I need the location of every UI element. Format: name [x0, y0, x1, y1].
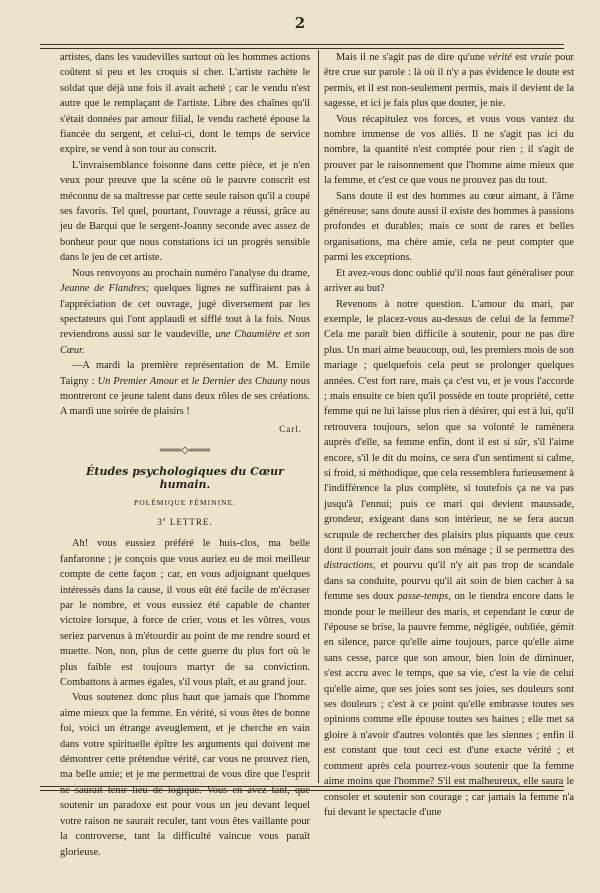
paragraph: L'invraisemblance foisonne dans cette pièce, et je n'en veux pour preuve que la scène où le pauvre conscrit est méconnu de sa maîtresse par cette seule raison qu'il a coupé ses favoris. Tel quel, pourtant, l'ouvrage a réussi, grâce au jeu de Barqui que le sergent-Joanny seconde avec assez de bonheur pour que nous constations ici un progrès sensible dans le jeu de cet artiste.: [60, 159, 310, 264]
left-column: [60, 50, 310, 860]
paragraph: Et avez-vous donc oublié qu'il nous faut généraliser pour arriver au but?: [324, 267, 574, 295]
paragraph: [60, 266, 310, 358]
section-title: Études psychologiques du Cœur humain.: [86, 464, 284, 491]
italic-title: Jeanne de Flandres;: [60, 283, 150, 295]
ordinal-suffix: e: [162, 516, 167, 523]
italic-word: vraie: [530, 52, 552, 63]
text-run: pour être crue sur parole : là où il n'y a pas évidence le doute est permis, et il est non-seulement permis, mais il devient de la sagesse, et ici je fais plus que douter, je nie.: [324, 52, 574, 110]
column-separator: [318, 50, 319, 783]
paragraph: [60, 358, 310, 420]
letter-label: LETTRE.: [166, 516, 213, 527]
bottom-double-rule: [40, 786, 564, 791]
text-run: quelques lignes ne suffiraient pas à l'appréciation de cet ouvrage, jugé diversement par les spectateurs qui l'ont applaudi et sifflé tout à la fois. Nous reviendrons aussi sur le vaudeville,: [60, 283, 310, 341]
text-run: , s'il l'aime encore, s'il le dit du moins, ce sera d'un sentiment si calme, si froid, si méthodique, que cela ressemblera furieusement à l'indifférence la plus complète, si toutefois ça ne va pas jusqu'à l'ennui; puis ce mari qui devient maussade, grondeur, exigeant dans son intérieur, ne se fera aucun scrupule de rechercher des plaisirs plus piquants que ceux dont il pourrait jouir dans son ménage ; il se permettra des: [324, 437, 574, 556]
paragraph: Vous récapitulez vos forces, et vous vous vantez du nombre immense de vos alliés. Il ne s'agit pas ici du nombre, la quantité n'est comptée pour rien ; il s'agit de prouver par le raisonnement que l'homme aime mieux que la femme, et c'est ce que vous ne prouvez pas du tout.: [324, 113, 574, 187]
paragraph: Sans doute il est des hommes au cœur aimant, à l'âme généreuse; sans doute aussi il existe des hommes à passions profondes et durables; mais ce sont de rares et belles organisations, ma chère amie, cela ne peut compter que parmi les exceptions.: [324, 190, 574, 264]
text-run: , et pourvu qu'il n'y ait pas trop de scandale dans sa conduite, pourvu qu'il ait soin de bien cacher à sa femme ses doux: [324, 560, 574, 603]
italic-word: passe-temps: [397, 591, 449, 603]
text-run: et: [178, 375, 192, 387]
signature: Carl.: [279, 423, 302, 434]
italic-word: vérité: [488, 52, 512, 63]
italic-word: distractions: [324, 560, 374, 572]
paragraph: [324, 50, 574, 112]
top-double-rule: [40, 44, 564, 49]
text-run: Mais il ne s'agit pas de dire qu'une: [336, 52, 489, 63]
letter-ordinal: 3: [157, 516, 163, 527]
text-run: Revenons à notre question. L'amour du mari, par exemple, le placez-vous au-dessus de celui de la femme? Cela me paraît bien difficile à soutenir, pour ne pas dire plus. Un mari aime beaucoup, oui, les premiers mois de son mariage ; quelquefois cela peut se prolonger quelques années. C'est fort rare, mais ça c'est vu, et je vous l'accorde ; mais ensuite ce bien qu'il possède en toute propriété, cette femme qui ne lui laisse plus rien à désirer, qui est à lui, qu'il retrouvera toujours, selon que sa volonté le ramènera auprès d'elle, sa femme enfin, dont il est si: [324, 298, 574, 449]
text-run: , on le tiendra encore dans le monde pour le meilleur des maris, et cependant le cœur de l'épouse se brise, la pauvre femme, négligée, oubliée, gémit en silence, parce qu'elle aime toujours, parce qu'elle aime sans cesse, parce que son amour, bien loin de diminuer, s'est accru avec le temps, que sa vie, c'est la vie de celui qu'elle aime, que ses joies sont ses joies, ses douleurs sont ses douleurs ; c'est à ce point qu'elle embrasse toutes ses opinions comme elle épouse toutes ses haines ; elle met sa gloire à n'avoir d'autres volontés que les siennes ; enfin il est constant que tout ceci est d'une exacte vérité ; et comment après cela pourrez-vous soutenir que la femme aime moins que l'homme? S'il est malheureux, elle saura le consoler et soutenir son courage ; car jamais la femme n'a fui devant le spectacle d'une: [324, 591, 575, 818]
italic-word: sûr: [513, 437, 528, 449]
text-run: —A mardi la première représentation de M. Emile Taigny :: [60, 360, 310, 387]
paragraph: Vous soutenez donc plus haut que jamais que l'homme aime mieux que la femme. En vérité, si vous êtes de bonne foi, voici un étrange aveuglement, et je cherche en vain dans votre spirituelle épître les arguments qui doivent me démontrer cette prétendue vérité, car vous ne prouvez rien, ma belle amie; et je me permettrai de vous dire que l'esprit ne saurait tenir lieu de logique. Vous en avez tant, que soutenir un paradoxe est pour vous un jeu devant lequel votre raison ne saurait reculer, tant vous êtes vaillante pour la controverse, tant la difficulté vaincue vous paraît glorieuse.: [60, 692, 310, 858]
paragraph: [324, 297, 574, 821]
section-subtitle: POLÉMIQUE FÉMININE.: [134, 497, 236, 507]
text-run: est: [511, 52, 531, 63]
page-number: 2: [294, 14, 306, 32]
text-run: nous montreront ce jeune talent dans deux rôles de ses créations. A mardi une soirée de plaisirs !: [60, 375, 310, 418]
text-run: Nous renvoyons au prochain numéro l'analyse du drame,: [72, 267, 310, 279]
paragraph: Ah! vous eussiez préféré le huis-clos, ma belle fanfaronne ; je conçois que vous auriez eu de moi meilleur compte de cette façon ; car, en vous adjoignant quelques intéressés dans la cause, il vous eût été facile de m'écraser par le nombre, et vous eussiez été capable de chanter victoire lorsque, à force de crier, vous et les vôtres, vous seriez parvenus à m'étourdir au point de me rendre sourd et muette. Non, non, plus de cette guerre du plus fort où le plus faible est toujours martyr de sa conviction. Combattons à armes égales, s'il vous plaît, et au grand jour.: [60, 538, 310, 689]
italic-title: Un Premier Amour: [97, 375, 179, 387]
letter-number: [60, 513, 310, 530]
italic-title: le Dernier des Chauny: [191, 375, 288, 387]
paragraph: artistes, dans les vaudevilles surtout où les hommes actions coûtent si peu et les croquis si cher. L'artiste rachète le soldat que déjà une fois il avait acheté ; car le vendu n'est autre que le remplaçant de l'artiste. Libre des chaînes qu'il s'était données par amour filial, le vendu racheté épouse la fiancée du sergent, et celui-ci, dont le temps de service expire, se vend à son tour au conscrit.: [60, 52, 310, 156]
section-ornament: ═══◇═══: [159, 445, 211, 457]
right-column: [324, 50, 574, 820]
italic-title: une Chaumière et son Cœur.: [60, 329, 310, 356]
